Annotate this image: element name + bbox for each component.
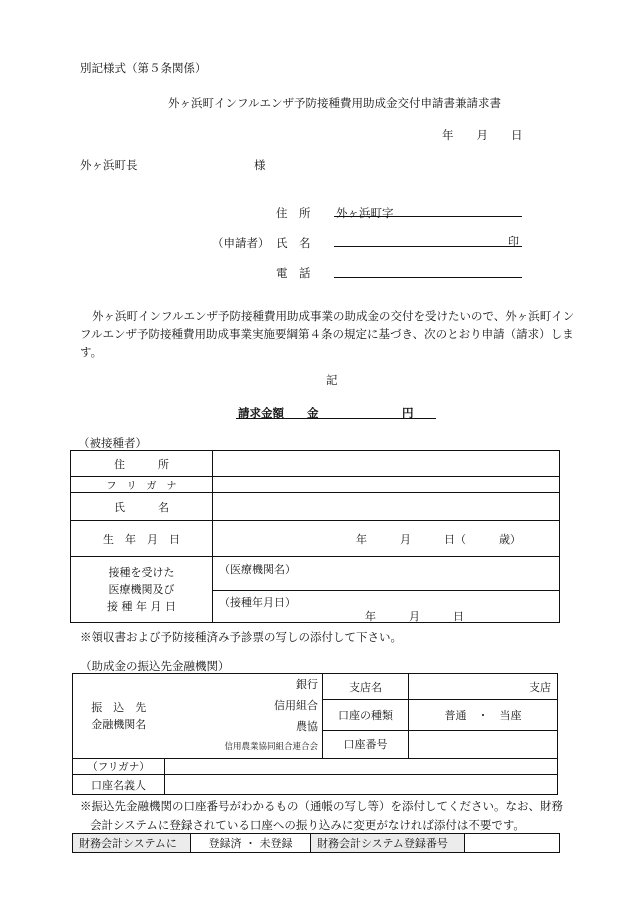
- address-line: [334, 216, 522, 217]
- finance-reg-label: 財務会計システム登録番号: [311, 834, 465, 853]
- form-reference: 別記様式（第５条関係）: [80, 61, 207, 75]
- holder-furigana-field[interactable]: [165, 759, 558, 775]
- vaccination-label-line3: 接 種 年 月 日: [107, 600, 176, 613]
- account-type-field[interactable]: 普通 ・ 当座: [409, 700, 558, 731]
- name-label: 氏 名: [276, 236, 311, 250]
- claim-unit: 円: [402, 406, 414, 420]
- vacc-date-value: 年 月 日: [365, 610, 464, 623]
- vacc-date-field[interactable]: [213, 591, 560, 623]
- seal-mark: 印: [508, 235, 519, 248]
- bank-section-label: （助成金の振込先金融機関）: [80, 659, 230, 673]
- holder-field[interactable]: [165, 775, 558, 795]
- account-type-label: 口座の種類: [323, 700, 409, 731]
- recipient-furigana-field[interactable]: [213, 477, 560, 493]
- bank-name-field[interactable]: [165, 674, 323, 759]
- note-bank-line1: ※振込先金融機関の口座番号がわかるもの（通帳の写し等）を添付してください。なお、財務: [80, 799, 563, 813]
- finance-status-field[interactable]: 登録済 ・ 未登録: [191, 834, 311, 853]
- bank-type-agri: 農協: [296, 720, 318, 733]
- finance-table: [72, 833, 560, 853]
- body-paragraph: 外ヶ浜町インフルエンザ予防接種費用助成事業の助成金の交付を受けたいので、外ヶ浜町インフルエンザ予防接種費用助成事業実施要綱第４条の規定に基づき、次のとおり申請（請求）します。: [80, 309, 575, 359]
- vaccination-label-line1: 接種を受けた: [108, 566, 175, 579]
- recipient-name-field[interactable]: [213, 493, 560, 521]
- recipient-name-label: 氏 名: [71, 493, 213, 521]
- address-value[interactable]: 外ヶ浜町字: [336, 206, 394, 220]
- finance-reg-field[interactable]: [465, 834, 560, 853]
- account-number-label: 口座番号: [323, 730, 409, 758]
- bank-table: [72, 673, 558, 795]
- claim-amount-label: 請求金額 金: [238, 406, 319, 420]
- claim-underline: [236, 418, 436, 419]
- note-bank-line2: 会計システムに登録されている口座への振り込みに変更がなければ添付は不要です。: [90, 818, 525, 832]
- recipient-dob-label: 生 年 月 日: [71, 521, 213, 557]
- addressee: 外ヶ浜町長: [80, 158, 138, 172]
- vacc-date-label: （接種年月日）: [219, 596, 296, 609]
- bank-dest-label-line2: 金融機関名: [91, 718, 147, 731]
- bank-type-federation: 信用農業協同組合連合会: [224, 742, 318, 752]
- institution-label: （医療機関名）: [219, 563, 296, 576]
- phone-line[interactable]: [334, 277, 522, 278]
- holder-label: 口座名義人: [73, 775, 165, 795]
- vaccination-label: [71, 557, 213, 623]
- ki-label: 記: [326, 373, 338, 387]
- date-field[interactable]: 年 月 日: [442, 128, 523, 142]
- document-title: 外ヶ浜町インフルエンザ予防接種費用助成金交付申請書兼請求書: [168, 96, 502, 110]
- recipient-address-field[interactable]: [213, 451, 560, 477]
- recipient-dob-field[interactable]: 年 月 日（ 歳）: [213, 521, 560, 557]
- bank-type-credit-union: 信用組合: [274, 699, 318, 712]
- finance-label: 財務会計システムに: [73, 834, 191, 853]
- recipient-table: [70, 450, 560, 623]
- vaccination-label-line2: 医療機関及び: [108, 583, 175, 596]
- honorific: 様: [254, 158, 266, 172]
- branch-field[interactable]: 支店: [409, 674, 558, 700]
- branch-name-label: 支店名: [323, 674, 409, 700]
- note-receipt: ※領収書および予防接種済み予診票の写しの添付して下さい。: [80, 630, 402, 644]
- bank-dest-label: [73, 674, 165, 759]
- phone-label: 電 話: [276, 266, 311, 280]
- recipient-address-label: 住 所: [71, 451, 213, 477]
- bank-type-bank: 銀行: [296, 678, 318, 691]
- address-label: 住 所: [276, 206, 311, 220]
- recipient-section-label: （被接種者）: [78, 436, 147, 450]
- name-line[interactable]: [334, 246, 522, 247]
- holder-furigana-label: （フリガナ）: [73, 759, 165, 775]
- recipient-furigana-label: フ リ ガ ナ: [71, 477, 213, 493]
- applicant-role: （申請者）: [212, 236, 270, 250]
- institution-field[interactable]: [213, 557, 560, 591]
- bank-dest-label-line1: 振 込 先: [91, 701, 147, 714]
- account-number-field[interactable]: [409, 730, 558, 758]
